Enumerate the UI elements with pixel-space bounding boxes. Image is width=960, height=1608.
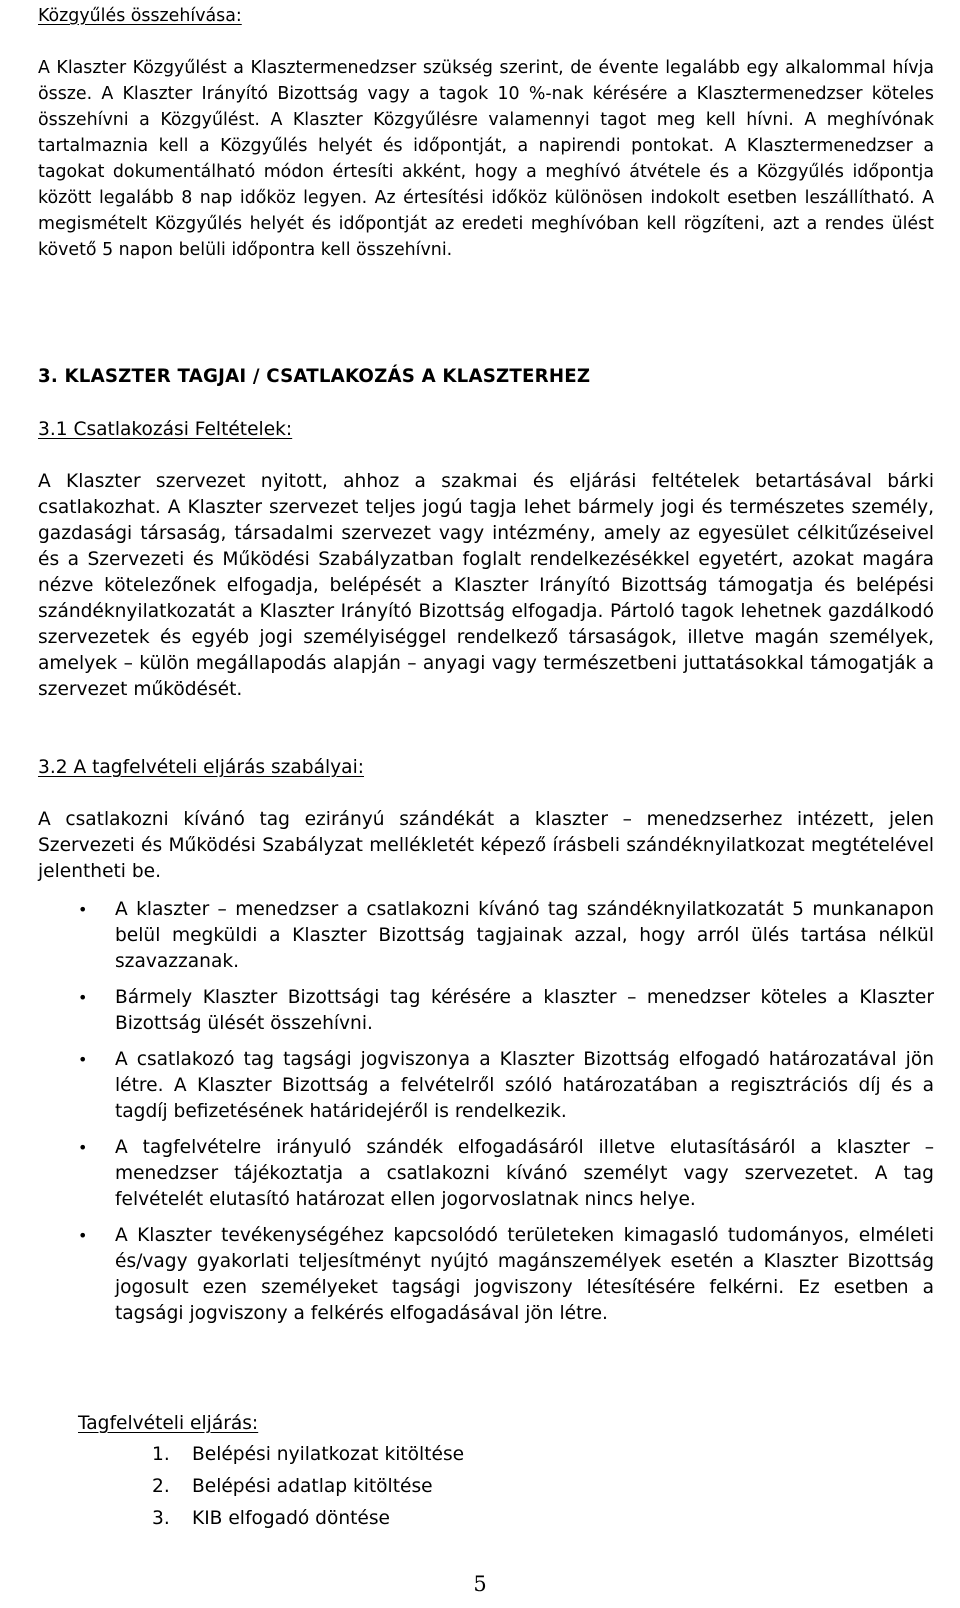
meeting-paragraph: A Klaszter Közgyűlést a Klasztermenedzser szükség szerint, de évente legalább egy alkalommal hívja össze. A Klaszter Irányító Bizottság vagy a tagok 10 %-nak kérésére a Klasztermenedzser köteles összehívni a Közgyűlést. A Klaszter Közgyűlésre valamennyi tagot meg kell hívni. A meghívónak tartalmaznia kell a Közgyűlés helyét és időpontját, a napirendi pontokat. A Klasztermenedzser a tagokat dokumentálható módon értesíti akként, hogy a meghívó átvétele és a Közgyűlés időpontja között legalább 8 nap időköz legyen. Az értesítési időköz különösen indokolt esetben leszállítható. A megismételt Közgyűlés helyét és időpontját az eredeti meghívóban kell rögzíteni, azt a rendes ülést követő 5 napon belüli időpontra kell összehívni.: [38, 58, 934, 260]
section-3-2-paragraph: A csatlakozni kívánó tag ezirányú szándékát a klaszter – menedzserhez intézett, jelen Szervezeti és Működési Szabályzat mellékletét képező írásbeli szándéknyilatkozat megtételével jelentheti be.: [38, 809, 934, 882]
section-3-2: [38, 755, 934, 1327]
list-item: [38, 897, 934, 975]
page-number: 5: [473, 1572, 487, 1596]
step-number: 3.: [152, 1508, 170, 1529]
list-item-text: A tagfelvételre irányuló szándék elfogadásáról illetve elutasításáról a klaszter – menedzser tájékoztatja a csatlakozni kívánó személyt vagy szervezetet. A tag felvételét elutasító határozat ellen jogorvoslatnak nincs helye.: [115, 1137, 934, 1210]
rules-list: [38, 897, 934, 1327]
bullet-icon: •: [78, 1138, 88, 1157]
step-text: Belépési nyilatkozat kitöltése: [192, 1444, 465, 1465]
list-item: [38, 1047, 934, 1125]
step-number: 1.: [152, 1444, 170, 1465]
list-item: [38, 985, 934, 1037]
step-number: 2.: [152, 1476, 170, 1497]
list-item-text: A Klaszter tevékenységéhez kapcsolódó területeken kimagasló tudományos, elméleti és/vagy gyakorlati teljesítményt nyújtó magánszemélyek esetén a Klaszter Bizottság jogosult ezen személyeket tagsági jogviszony létesítésére felkérni. Ez esetben a tagsági jogviszony a felkérés elfogadásával jön létre.: [115, 1225, 934, 1324]
procedure-heading: Tagfelvételi eljárás:: [78, 1413, 259, 1434]
bullet-icon: •: [78, 900, 88, 919]
procedure-section: [78, 1411, 934, 1437]
list-item: [38, 1223, 934, 1327]
procedure-steps: [38, 1441, 934, 1533]
step-item: [38, 1441, 934, 1469]
section-3-1-heading: 3.1 Csatlakozási Feltételek:: [38, 419, 293, 440]
list-item: [38, 1135, 934, 1213]
step-item: [38, 1505, 934, 1533]
list-item-text: A klaszter – menedzser a csatlakozni kívánó tag szándéknyilatkozatát 5 munkanapon belül megküldi a Klaszter Bizottság tagjainak azzal, hogy arról ülés tartása nélkül szavazzanak.: [115, 899, 934, 972]
section-3-title: 3. KLASZTER TAGJAI / CSATLAKOZÁS A KLASZTERHEZ: [38, 366, 591, 387]
step-text: Belépési adatlap kitöltése: [192, 1476, 433, 1497]
step-item: [38, 1473, 934, 1501]
bullet-icon: •: [78, 1050, 88, 1069]
section-3-1-paragraph: A Klaszter szervezet nyitott, ahhoz a szakmai és eljárási feltételek betartásával bárki csatlakozhat. A Klaszter szervezet teljes jogú tagja lehet bármely jogi és természetes személy, gazdasági társaság, társadalmi szervezet vagy intézmény, amely az egyesület célkitűzéseivel és a Szervezeti és Működési Szabályzatban foglalt rendelkezésékkel egyetért, azokat magára nézve kötelezőnek elfogadja, belépését a Klaszter Irányító Bizottság támogatja és belépési szándéknyilatkozatát a Klaszter Irányító Bizottság elfogadja. Pártoló tagok lehetnek gazdálkodó szervezetek és egyéb jogi személyiséggel rendelkező társaságok, illetve magán személyek, amelyek – külön megállapodás alapján – anyagi vagy természetbeni juttatásokkal támogatják a szervezet működését.: [38, 471, 934, 700]
list-item-text: A csatlakozó tag tagsági jogviszonya a Klaszter Bizottság elfogadó határozatával jön létre. A Klaszter Bizottság a felvételről szóló határozatában a regisztrációs díj és a tagdíj befizetésének határidejéről is rendelkezik.: [115, 1049, 934, 1122]
bullet-icon: •: [78, 1226, 88, 1245]
meeting-section: [38, 3, 934, 263]
bullet-icon: •: [78, 988, 88, 1007]
section-3-1: [38, 417, 934, 703]
section-3-2-heading: 3.2 A tagfelvételi eljárás szabályai:: [38, 757, 364, 778]
list-item-text: Bármely Klaszter Bizottsági tag kérésére a klaszter – menedzser köteles a Klaszter Bizottság ülését összehívni.: [115, 987, 934, 1034]
section-3: [38, 364, 934, 390]
meeting-heading: Közgyűlés összehívása:: [38, 6, 242, 26]
step-text: KIB elfogadó döntése: [192, 1508, 390, 1529]
